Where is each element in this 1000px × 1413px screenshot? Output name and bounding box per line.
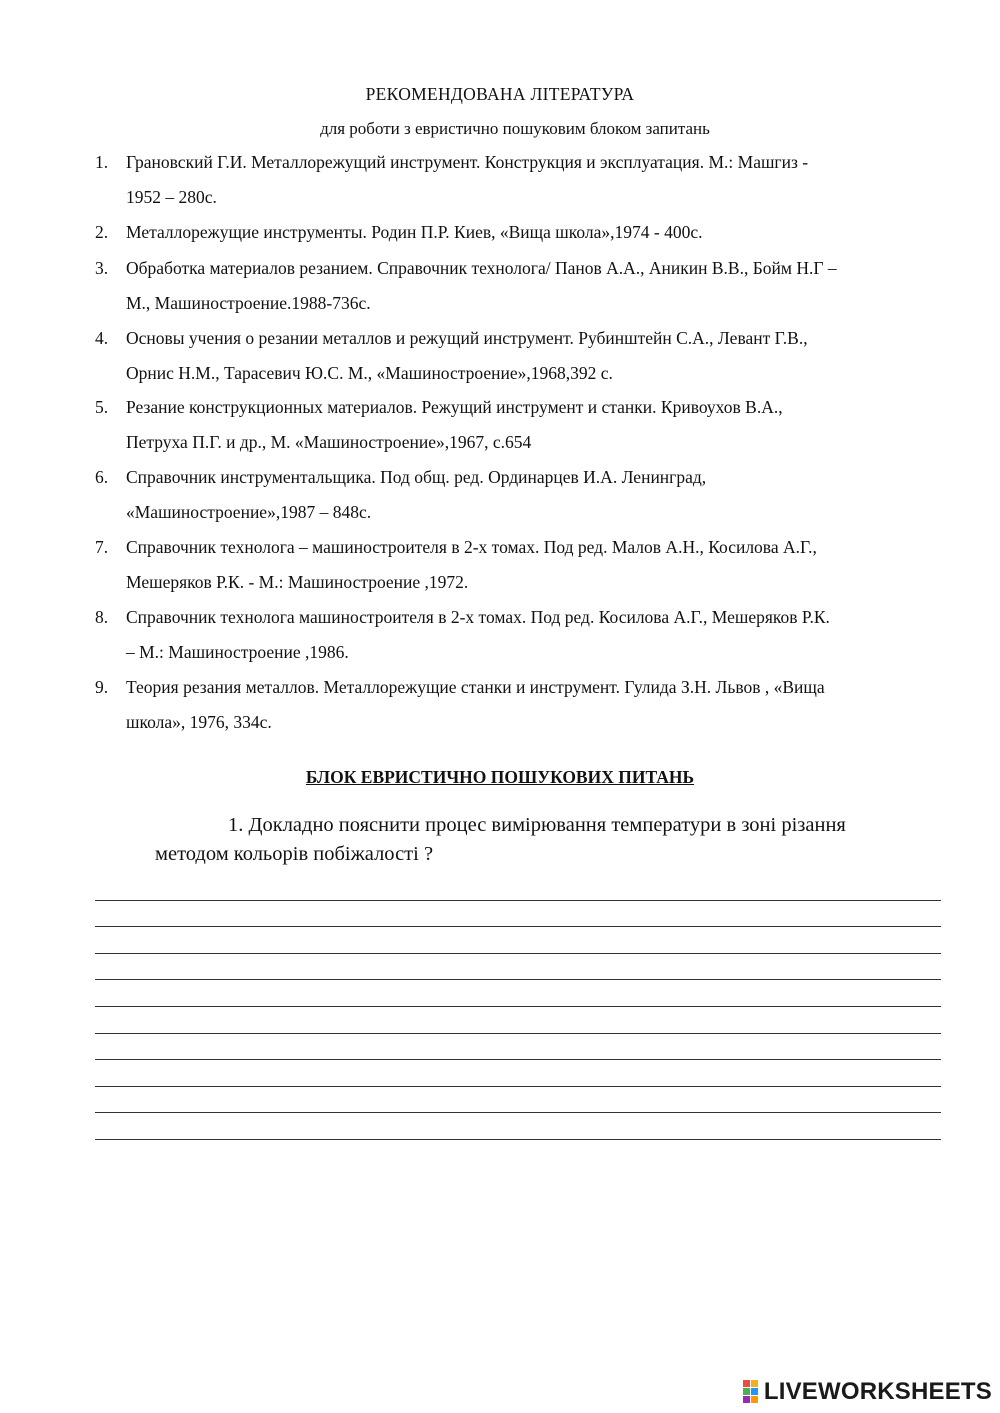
logo-mark-block: [743, 1380, 750, 1387]
logo-mark-block: [743, 1396, 750, 1403]
reference-number: 4.: [95, 327, 109, 348]
logo-mark-block: [751, 1396, 758, 1403]
answer-line[interactable]: [95, 954, 941, 981]
reference-number: 8.: [95, 606, 109, 627]
answer-line[interactable]: [95, 1087, 941, 1114]
logo-mark-block: [751, 1388, 758, 1395]
answer-line[interactable]: [95, 1034, 941, 1061]
answer-line[interactable]: [95, 1060, 941, 1087]
reference-text-continued: М., Машиностроение.1988-736с.: [126, 292, 371, 313]
reference-text-continued: 1952 – 280с.: [126, 187, 217, 207]
reference-item: [0, 673, 1000, 743]
reference-item: [0, 463, 1000, 533]
question-text: 1. Докладно пояснити процес вимірювання температури в зоні різання: [228, 814, 846, 836]
page-subtitle: для роботи з евристично пошуковим блоком запитань: [320, 119, 710, 138]
reference-item: [0, 324, 1000, 394]
reference-text: Основы учения о резании металлов и режущий инструмент. Рубинштейн С.А., Левант Г.В.,: [126, 327, 808, 348]
reference-text-continued: школа», 1976, 334с.: [126, 711, 272, 732]
answer-line[interactable]: [95, 980, 941, 1007]
reference-text: Грановский Г.И. Металлорежущий инструмент. Конструкция и эксплуатация. М.: Машгиз -: [126, 152, 809, 172]
reference-text-continued: Орнис Н.М., Тарасевич Ю.С. М., «Машиностроение»,1968,392 с.: [126, 362, 613, 383]
reference-number: 9.: [95, 676, 109, 697]
reference-number: 7.: [95, 536, 109, 557]
reference-number: 2.: [95, 221, 109, 242]
reference-text: Металлорежущие инструменты. Родин П.Р. Киев, «Вища школа»,1974 - 400с.: [126, 221, 703, 242]
reference-item: [0, 148, 1000, 218]
reference-item: [0, 218, 1000, 254]
answer-line[interactable]: [95, 927, 941, 954]
logo-mark-block: [751, 1380, 758, 1387]
liveworksheets-logo: [743, 1377, 992, 1407]
reference-text: Резание конструкционных материалов. Режущий инструмент и станки. Кривоухов В.А.,: [126, 397, 783, 418]
reference-text: Обработка материалов резанием. Справочник технолога/ Панов А.А., Аникин В.В., Бойм Н.Г –: [126, 257, 837, 278]
reference-item: [0, 254, 1000, 324]
answer-line[interactable]: [95, 874, 941, 901]
answer-line[interactable]: [95, 1113, 941, 1140]
reference-text: Справочник технолога машиностроителя в 2-х томах. Под ред. Косилова А.Г., Мешеряков Р.К.: [126, 606, 830, 627]
reference-list: [0, 148, 1000, 742]
answer-line[interactable]: [95, 901, 941, 928]
liveworksheets-logo-icon: [743, 1380, 761, 1404]
reference-text-continued: Петруха П.Г. и др., М. «Машиностроение»,1967, с.654: [126, 432, 532, 453]
reference-text: Теория резания металлов. Металлорежущие станки и инструмент. Гулида З.Н. Львов , «Вища: [126, 676, 825, 697]
reference-item: [0, 603, 1000, 673]
reference-item: [0, 533, 1000, 603]
logo-mark-block: [743, 1388, 750, 1395]
reference-number: 1.: [95, 152, 109, 172]
reference-text-continued: «Машиностроение»,1987 – 848с.: [126, 502, 372, 523]
reference-item: [0, 393, 1000, 463]
answer-line[interactable]: [95, 1007, 941, 1034]
question-text-continued: методом кольорів побіжалості ?: [155, 843, 434, 865]
reference-text: Справочник инструментальщика. Под общ. ред. Ординарцев И.А. Ленинград,: [126, 467, 707, 488]
reference-text-continued: Мешеряков Р.К. - М.: Машиностроение ,1972.: [126, 571, 469, 592]
reference-number: 5.: [95, 397, 109, 418]
reference-number: 6.: [95, 467, 109, 488]
reference-text-continued: – М.: Машиностроение ,1986.: [126, 641, 349, 662]
logo-text: LIVEWORKSHEETS: [763, 1378, 992, 1405]
answer-area[interactable]: [95, 874, 941, 1140]
reference-number: 3.: [95, 257, 109, 278]
page-title: РЕКОМЕНДОВАНА ЛІТЕРАТУРА: [365, 84, 635, 104]
reference-text: Справочник технолога – машиностроителя в 2-х томах. Под ред. Малов А.Н., Косилова А.Г.,: [126, 536, 817, 557]
section-heading: БЛОК ЕВРИСТИЧНО ПОШУКОВИХ ПИТАНЬ: [305, 767, 695, 787]
